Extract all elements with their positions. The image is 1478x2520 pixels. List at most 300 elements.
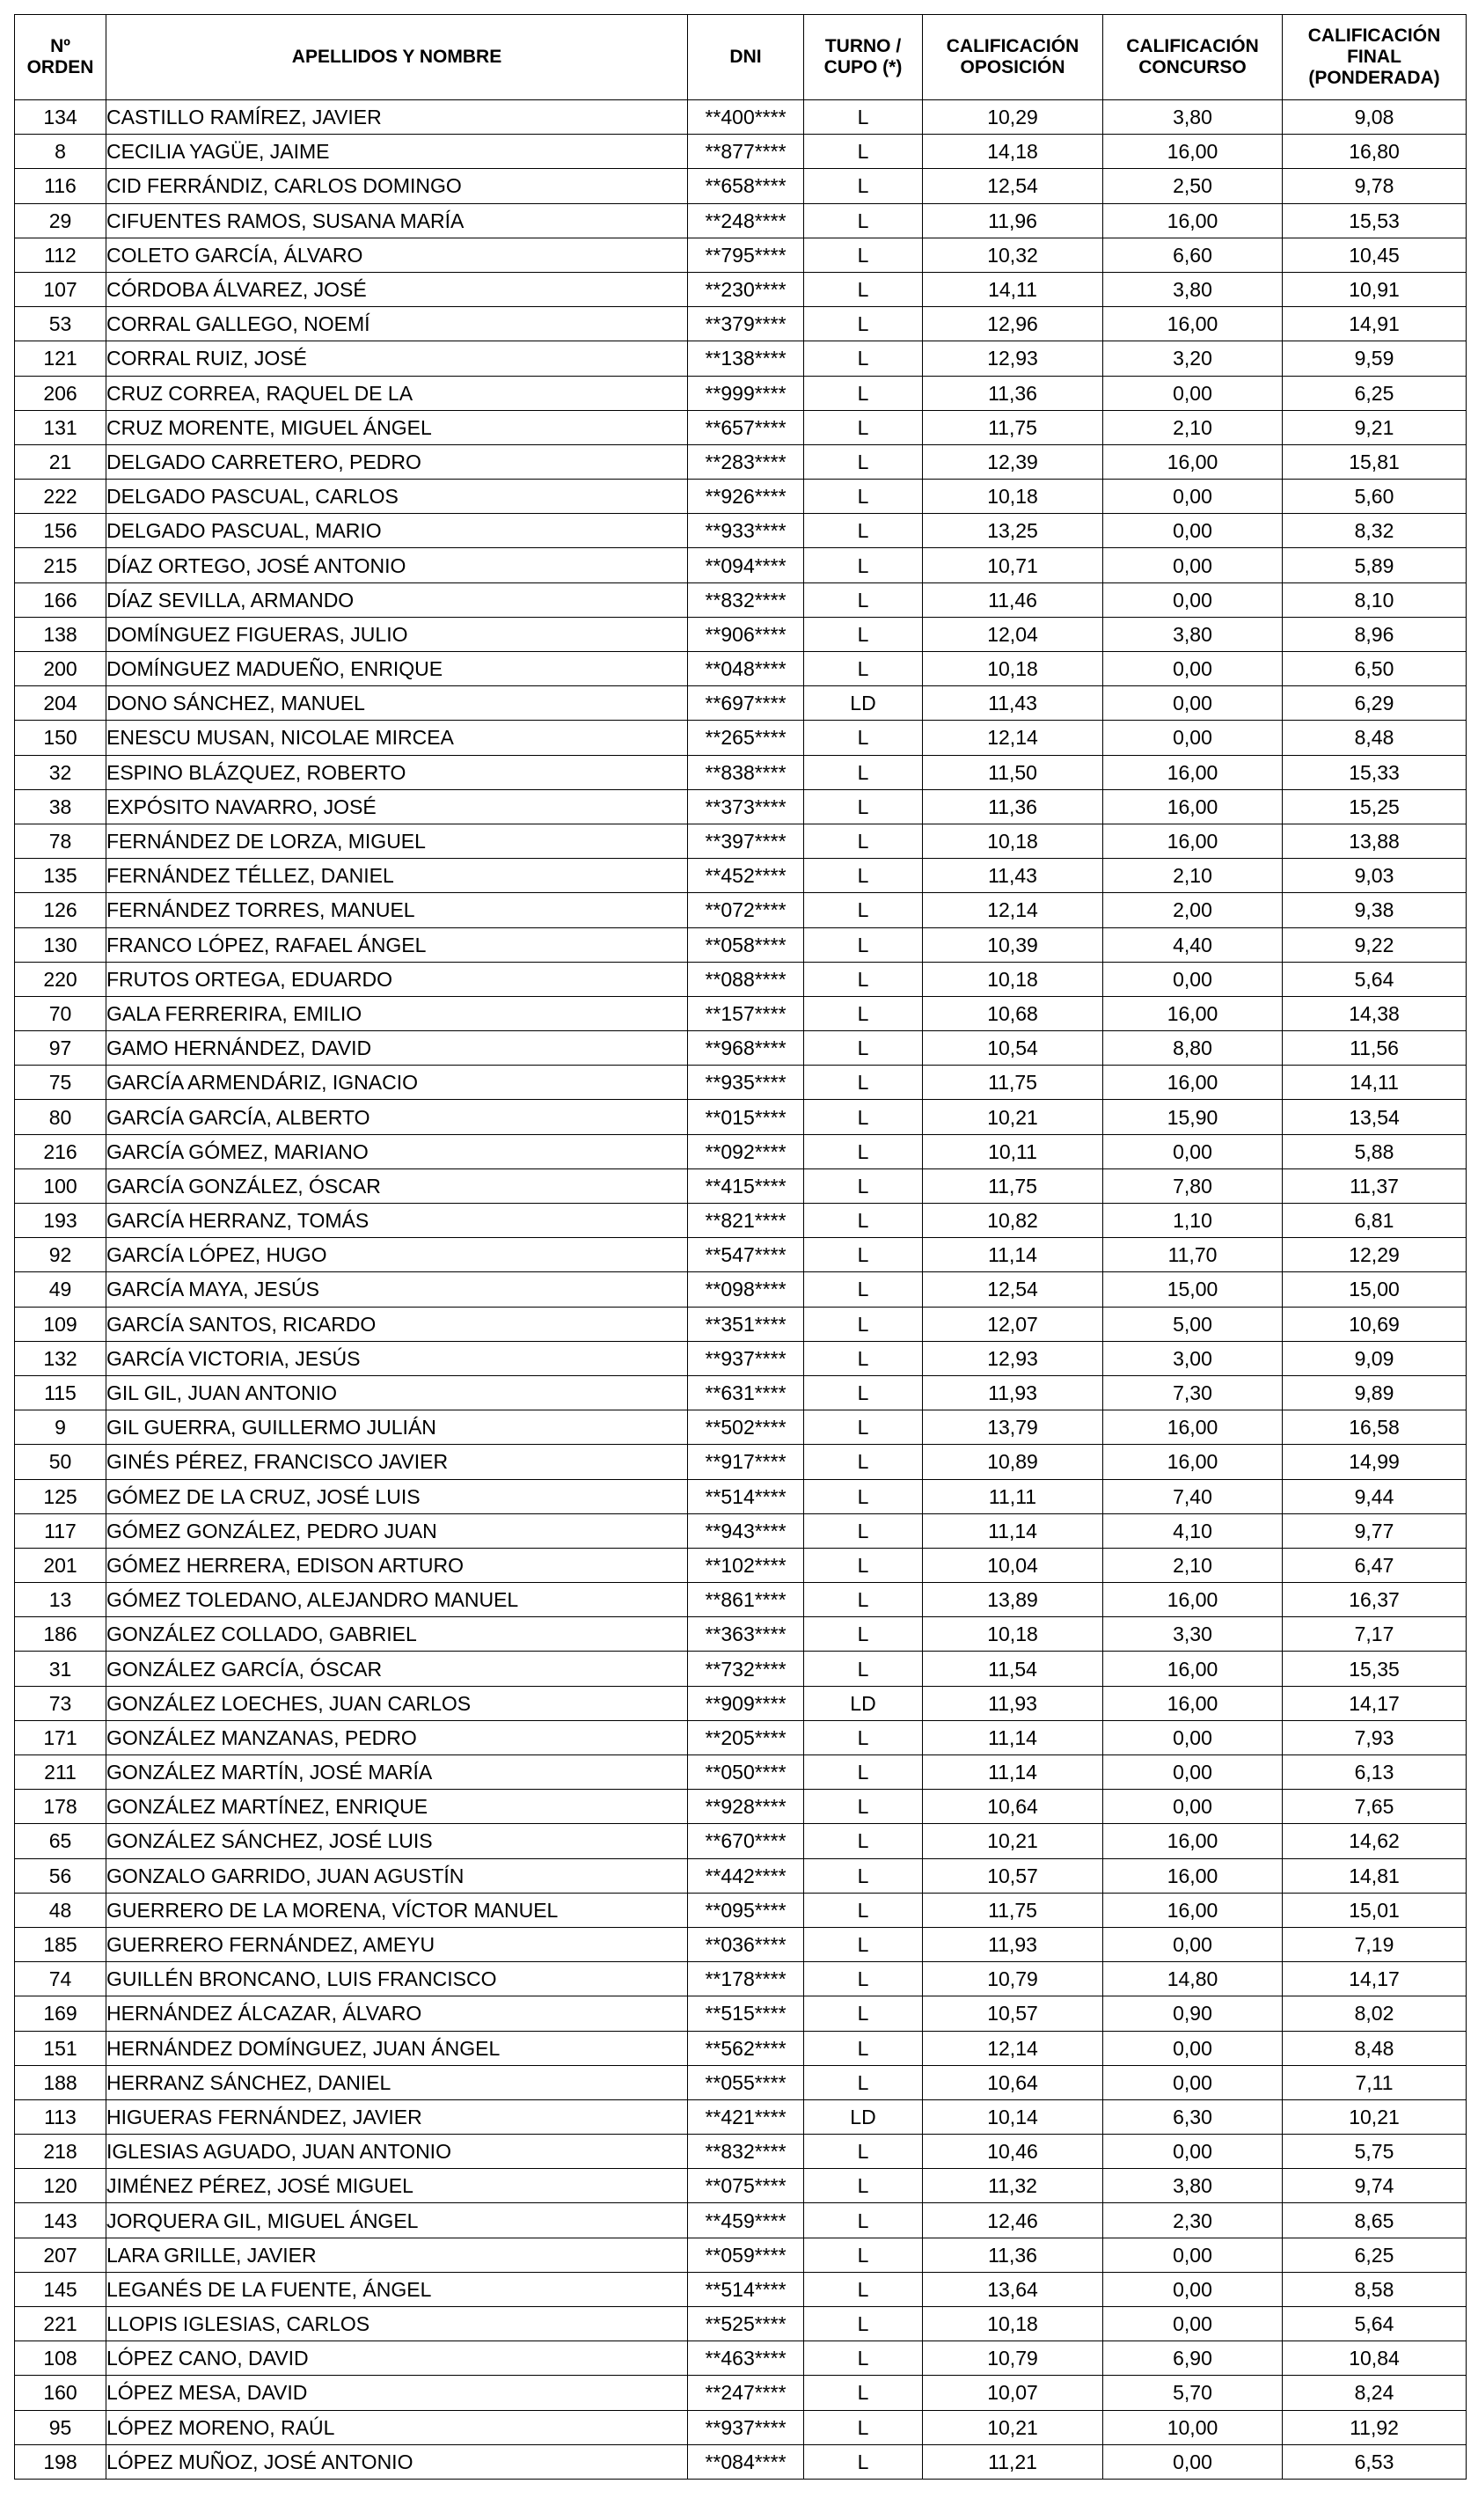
full-name-cell: LÓPEZ MESA, DAVID	[106, 2376, 688, 2410]
dni-cell: **670****	[688, 1824, 804, 1858]
final-score-cell: 14,17	[1283, 1962, 1467, 1996]
order-number-cell: 116	[15, 169, 106, 203]
turno-cupo-cell: LD	[804, 686, 923, 721]
oposicion-score-cell: 11,43	[923, 686, 1103, 721]
dni-cell: **832****	[688, 2135, 804, 2169]
concurso-score-cell: 16,00	[1103, 135, 1283, 169]
full-name-cell: GONZALO GARRIDO, JUAN AGUSTÍN	[106, 1858, 688, 1893]
table-row	[15, 410, 1467, 444]
table-row	[15, 927, 1467, 962]
final-score-cell: 9,44	[1283, 1479, 1467, 1513]
dni-cell: **248****	[688, 203, 804, 238]
final-score-cell: 14,91	[1283, 307, 1467, 341]
final-score-cell: 7,65	[1283, 1790, 1467, 1824]
order-number-cell: 206	[15, 376, 106, 410]
oposicion-score-cell: 12,54	[923, 1272, 1103, 1307]
order-number-cell: 49	[15, 1272, 106, 1307]
turno-cupo-cell: L	[804, 1824, 923, 1858]
oposicion-score-cell: 12,39	[923, 444, 1103, 479]
final-score-cell: 14,99	[1283, 1445, 1467, 1479]
order-number-cell: 198	[15, 2444, 106, 2479]
order-number-cell: 200	[15, 652, 106, 686]
oposicion-score-cell: 11,21	[923, 2444, 1103, 2479]
column-header-dni: DNI	[688, 15, 804, 100]
final-score-cell: 5,88	[1283, 1134, 1467, 1168]
turno-cupo-cell: L	[804, 617, 923, 651]
dni-cell: **247****	[688, 2376, 804, 2410]
table-row	[15, 996, 1467, 1030]
order-number-cell: 216	[15, 1134, 106, 1168]
concurso-score-cell: 16,00	[1103, 1445, 1283, 1479]
table-row	[15, 1341, 1467, 1375]
table-row	[15, 100, 1467, 135]
full-name-cell: HIGUERAS FERNÁNDEZ, JAVIER	[106, 2099, 688, 2134]
order-number-cell: 21	[15, 444, 106, 479]
full-name-cell: COLETO GARCÍA, ÁLVARO	[106, 238, 688, 272]
turno-cupo-cell: L	[804, 2169, 923, 2203]
order-number-cell: 138	[15, 617, 106, 651]
concurso-score-cell: 0,90	[1103, 1996, 1283, 2031]
concurso-score-cell: 0,00	[1103, 2065, 1283, 2099]
oposicion-score-cell: 10,39	[923, 927, 1103, 962]
full-name-cell: LEGANÉS DE LA FUENTE, ÁNGEL	[106, 2272, 688, 2306]
full-name-cell: GARCÍA SANTOS, RICARDO	[106, 1307, 688, 1341]
concurso-score-cell: 16,00	[1103, 996, 1283, 1030]
order-number-cell: 135	[15, 859, 106, 893]
final-score-cell: 16,58	[1283, 1410, 1467, 1445]
concurso-score-cell: 3,20	[1103, 341, 1283, 376]
turno-cupo-cell: L	[804, 1893, 923, 1927]
concurso-score-cell: 0,00	[1103, 376, 1283, 410]
turno-cupo-cell: L	[804, 514, 923, 548]
concurso-score-cell: 6,30	[1103, 2099, 1283, 2134]
dni-cell: **838****	[688, 755, 804, 789]
oposicion-score-cell: 10,68	[923, 996, 1103, 1030]
final-score-cell: 10,91	[1283, 272, 1467, 306]
dni-cell: **442****	[688, 1858, 804, 1893]
concurso-score-cell: 16,00	[1103, 1824, 1283, 1858]
turno-cupo-cell: L	[804, 755, 923, 789]
order-number-cell: 193	[15, 1204, 106, 1238]
oposicion-score-cell: 11,75	[923, 1893, 1103, 1927]
table-row	[15, 1375, 1467, 1410]
table-row	[15, 2341, 1467, 2376]
dni-cell: **515****	[688, 1996, 804, 2031]
turno-cupo-cell: L	[804, 1375, 923, 1410]
dni-cell: **138****	[688, 341, 804, 376]
final-score-cell: 10,45	[1283, 238, 1467, 272]
full-name-cell: CORRAL GALLEGO, NOEMÍ	[106, 307, 688, 341]
final-score-cell: 13,88	[1283, 824, 1467, 858]
dni-cell: **351****	[688, 1307, 804, 1341]
oposicion-score-cell: 11,14	[923, 1238, 1103, 1272]
oposicion-score-cell: 13,79	[923, 1410, 1103, 1445]
turno-cupo-cell: L	[804, 341, 923, 376]
dni-cell: **421****	[688, 2099, 804, 2134]
concurso-score-cell: 16,00	[1103, 789, 1283, 824]
dni-cell: **059****	[688, 2238, 804, 2272]
concurso-score-cell: 5,70	[1103, 2376, 1283, 2410]
table-row	[15, 1720, 1467, 1754]
dni-cell: **463****	[688, 2341, 804, 2376]
oposicion-score-cell: 11,96	[923, 203, 1103, 238]
order-number-cell: 178	[15, 1790, 106, 1824]
full-name-cell: GUILLÉN BRONCANO, LUIS FRANCISCO	[106, 1962, 688, 1996]
oposicion-score-cell: 12,04	[923, 617, 1103, 651]
dni-cell: **906****	[688, 617, 804, 651]
turno-cupo-cell: L	[804, 548, 923, 582]
final-score-cell: 8,65	[1283, 2203, 1467, 2238]
final-score-cell: 14,38	[1283, 996, 1467, 1030]
turno-cupo-cell: L	[804, 2065, 923, 2099]
table-row	[15, 1031, 1467, 1066]
dni-cell: **094****	[688, 548, 804, 582]
final-score-cell: 9,89	[1283, 1375, 1467, 1410]
concurso-score-cell: 2,10	[1103, 1548, 1283, 1582]
column-header-oposicion: CALIFICACIÓN OPOSICIÓN	[923, 15, 1103, 100]
full-name-cell: CORRAL RUIZ, JOSÉ	[106, 341, 688, 376]
table-row	[15, 582, 1467, 617]
turno-cupo-cell: L	[804, 962, 923, 996]
turno-cupo-cell: L	[804, 1100, 923, 1134]
final-score-cell: 12,29	[1283, 1238, 1467, 1272]
full-name-cell: JORQUERA GIL, MIGUEL ÁNGEL	[106, 2203, 688, 2238]
full-name-cell: GONZÁLEZ MARTÍN, JOSÉ MARÍA	[106, 1755, 688, 1790]
order-number-cell: 50	[15, 1445, 106, 1479]
concurso-score-cell: 3,80	[1103, 272, 1283, 306]
full-name-cell: GUERRERO DE LA MORENA, VÍCTOR MANUEL	[106, 1893, 688, 1927]
concurso-score-cell: 16,00	[1103, 444, 1283, 479]
dni-cell: **562****	[688, 2031, 804, 2065]
full-name-cell: HERNÁNDEZ DOMÍNGUEZ, JUAN ÁNGEL	[106, 2031, 688, 2065]
final-score-cell: 16,37	[1283, 1583, 1467, 1617]
final-score-cell: 14,81	[1283, 1858, 1467, 1893]
order-number-cell: 143	[15, 2203, 106, 2238]
dni-cell: **036****	[688, 1927, 804, 1961]
final-score-cell: 6,25	[1283, 2238, 1467, 2272]
concurso-score-cell: 0,00	[1103, 1927, 1283, 1961]
oposicion-score-cell: 12,46	[923, 2203, 1103, 2238]
full-name-cell: FERNÁNDEZ TORRES, MANUEL	[106, 893, 688, 927]
full-name-cell: DÍAZ SEVILLA, ARMANDO	[106, 582, 688, 617]
final-score-cell: 9,21	[1283, 410, 1467, 444]
oposicion-score-cell: 10,54	[923, 1031, 1103, 1066]
dni-cell: **084****	[688, 2444, 804, 2479]
concurso-score-cell: 2,50	[1103, 169, 1283, 203]
dni-cell: **058****	[688, 927, 804, 962]
oposicion-score-cell: 11,36	[923, 2238, 1103, 2272]
final-score-cell: 6,29	[1283, 686, 1467, 721]
order-number-cell: 130	[15, 927, 106, 962]
oposicion-score-cell: 11,93	[923, 1927, 1103, 1961]
turno-cupo-cell: L	[804, 1583, 923, 1617]
order-number-cell: 100	[15, 1168, 106, 1203]
turno-cupo-cell: L	[804, 2444, 923, 2479]
full-name-cell: HERNÁNDEZ ÁLCAZAR, ÁLVARO	[106, 1996, 688, 2031]
full-name-cell: GARCÍA VICTORIA, JESÚS	[106, 1341, 688, 1375]
order-number-cell: 201	[15, 1548, 106, 1582]
oposicion-score-cell: 10,79	[923, 1962, 1103, 1996]
full-name-cell: GARCÍA GARCÍA, ALBERTO	[106, 1100, 688, 1134]
concurso-score-cell: 3,00	[1103, 1341, 1283, 1375]
concurso-score-cell: 0,00	[1103, 1790, 1283, 1824]
full-name-cell: FERNÁNDEZ TÉLLEZ, DANIEL	[106, 859, 688, 893]
final-score-cell: 14,62	[1283, 1824, 1467, 1858]
order-number-cell: 151	[15, 2031, 106, 2065]
table-row	[15, 686, 1467, 721]
table-body	[15, 100, 1467, 2480]
dni-cell: **373****	[688, 789, 804, 824]
table-row	[15, 1307, 1467, 1341]
table-row	[15, 617, 1467, 651]
order-number-cell: 70	[15, 996, 106, 1030]
full-name-cell: DELGADO PASCUAL, MARIO	[106, 514, 688, 548]
order-number-cell: 131	[15, 410, 106, 444]
order-number-cell: 126	[15, 893, 106, 927]
order-number-cell: 125	[15, 1479, 106, 1513]
turno-cupo-cell: L	[804, 480, 923, 514]
concurso-score-cell: 16,00	[1103, 1583, 1283, 1617]
dni-cell: **658****	[688, 169, 804, 203]
order-number-cell: 38	[15, 789, 106, 824]
concurso-score-cell: 0,00	[1103, 2135, 1283, 2169]
oposicion-score-cell: 12,14	[923, 2031, 1103, 2065]
dni-cell: **363****	[688, 1617, 804, 1652]
turno-cupo-cell: L	[804, 1031, 923, 1066]
full-name-cell: CÓRDOBA ÁLVAREZ, JOSÉ	[106, 272, 688, 306]
oposicion-score-cell: 10,57	[923, 1858, 1103, 1893]
order-number-cell: 145	[15, 2272, 106, 2306]
turno-cupo-cell: L	[804, 1272, 923, 1307]
table-row	[15, 1100, 1467, 1134]
final-score-cell: 9,59	[1283, 341, 1467, 376]
table-row	[15, 135, 1467, 169]
dni-cell: **397****	[688, 824, 804, 858]
table-row	[15, 1272, 1467, 1307]
final-score-cell: 6,50	[1283, 652, 1467, 686]
final-score-cell: 15,33	[1283, 755, 1467, 789]
full-name-cell: GARCÍA ARMENDÁRIZ, IGNACIO	[106, 1066, 688, 1100]
final-score-cell: 8,48	[1283, 2031, 1467, 2065]
dni-cell: **933****	[688, 514, 804, 548]
table-row	[15, 2169, 1467, 2203]
full-name-cell: LÓPEZ MUÑOZ, JOSÉ ANTONIO	[106, 2444, 688, 2479]
table-row	[15, 548, 1467, 582]
order-number-cell: 48	[15, 1893, 106, 1927]
concurso-score-cell: 0,00	[1103, 962, 1283, 996]
order-number-cell: 97	[15, 1031, 106, 1066]
turno-cupo-cell: L	[804, 1341, 923, 1375]
table-row	[15, 893, 1467, 927]
full-name-cell: LÓPEZ MORENO, RAÚL	[106, 2410, 688, 2444]
full-name-cell: LLOPIS IGLESIAS, CARLOS	[106, 2307, 688, 2341]
concurso-score-cell: 0,00	[1103, 548, 1283, 582]
order-number-cell: 8	[15, 135, 106, 169]
full-name-cell: LÓPEZ CANO, DAVID	[106, 2341, 688, 2376]
oposicion-score-cell: 10,89	[923, 1445, 1103, 1479]
order-number-cell: 117	[15, 1513, 106, 1548]
order-number-cell: 29	[15, 203, 106, 238]
oposicion-score-cell: 10,82	[923, 1204, 1103, 1238]
full-name-cell: CID FERRÁNDIZ, CARLOS DOMINGO	[106, 169, 688, 203]
full-name-cell: ESPINO BLÁZQUEZ, ROBERTO	[106, 755, 688, 789]
oposicion-score-cell: 10,71	[923, 548, 1103, 582]
full-name-cell: LARA GRILLE, JAVIER	[106, 2238, 688, 2272]
table-row	[15, 2238, 1467, 2272]
concurso-score-cell: 4,10	[1103, 1513, 1283, 1548]
turno-cupo-cell: L	[804, 1790, 923, 1824]
oposicion-score-cell: 10,14	[923, 2099, 1103, 2134]
turno-cupo-cell: L	[804, 789, 923, 824]
table-row	[15, 169, 1467, 203]
turno-cupo-cell: L	[804, 376, 923, 410]
final-score-cell: 8,48	[1283, 721, 1467, 755]
results-sheet	[14, 14, 1467, 2480]
full-name-cell: GARCÍA HERRANZ, TOMÁS	[106, 1204, 688, 1238]
final-score-cell: 9,77	[1283, 1513, 1467, 1548]
oposicion-score-cell: 10,18	[923, 480, 1103, 514]
dni-cell: **732****	[688, 1652, 804, 1686]
full-name-cell: GAMO HERNÁNDEZ, DAVID	[106, 1031, 688, 1066]
order-number-cell: 112	[15, 238, 106, 272]
dni-cell: **514****	[688, 2272, 804, 2306]
final-score-cell: 9,38	[1283, 893, 1467, 927]
concurso-score-cell: 8,80	[1103, 1031, 1283, 1066]
turno-cupo-cell: L	[804, 1652, 923, 1686]
turno-cupo-cell: L	[804, 2410, 923, 2444]
dni-cell: **877****	[688, 135, 804, 169]
oposicion-score-cell: 10,18	[923, 2307, 1103, 2341]
final-score-cell: 15,01	[1283, 1893, 1467, 1927]
final-score-cell: 9,78	[1283, 169, 1467, 203]
full-name-cell: DONO SÁNCHEZ, MANUEL	[106, 686, 688, 721]
order-number-cell: 80	[15, 1100, 106, 1134]
turno-cupo-cell: L	[804, 1513, 923, 1548]
order-number-cell: 115	[15, 1375, 106, 1410]
concurso-score-cell: 7,80	[1103, 1168, 1283, 1203]
dni-cell: **075****	[688, 2169, 804, 2203]
order-number-cell: 73	[15, 1686, 106, 1720]
dni-cell: **283****	[688, 444, 804, 479]
concurso-score-cell: 7,40	[1103, 1479, 1283, 1513]
turno-cupo-cell: L	[804, 1168, 923, 1203]
concurso-score-cell: 3,80	[1103, 617, 1283, 651]
table-row	[15, 652, 1467, 686]
concurso-score-cell: 6,90	[1103, 2341, 1283, 2376]
table-row	[15, 1996, 1467, 2031]
final-score-cell: 14,17	[1283, 1686, 1467, 1720]
final-score-cell: 13,54	[1283, 1100, 1467, 1134]
order-number-cell: 113	[15, 2099, 106, 2134]
full-name-cell: GÓMEZ GONZÁLEZ, PEDRO JUAN	[106, 1513, 688, 1548]
turno-cupo-cell: L	[804, 582, 923, 617]
dni-cell: **072****	[688, 893, 804, 927]
turno-cupo-cell: L	[804, 410, 923, 444]
full-name-cell: IGLESIAS AGUADO, JUAN ANTONIO	[106, 2135, 688, 2169]
final-score-cell: 11,92	[1283, 2410, 1467, 2444]
oposicion-score-cell: 11,93	[923, 1686, 1103, 1720]
order-number-cell: 31	[15, 1652, 106, 1686]
turno-cupo-cell: L	[804, 859, 923, 893]
oposicion-score-cell: 12,54	[923, 169, 1103, 203]
final-score-cell: 8,96	[1283, 617, 1467, 651]
concurso-score-cell: 0,00	[1103, 2444, 1283, 2479]
concurso-score-cell: 16,00	[1103, 824, 1283, 858]
order-number-cell: 109	[15, 1307, 106, 1341]
dni-cell: **795****	[688, 238, 804, 272]
oposicion-score-cell: 10,11	[923, 1134, 1103, 1168]
final-score-cell: 11,56	[1283, 1031, 1467, 1066]
table-row	[15, 824, 1467, 858]
oposicion-score-cell: 11,32	[923, 2169, 1103, 2203]
full-name-cell: CECILIA YAGÜE, JAIME	[106, 135, 688, 169]
full-name-cell: CRUZ MORENTE, MIGUEL ÁNGEL	[106, 410, 688, 444]
concurso-score-cell: 2,10	[1103, 410, 1283, 444]
turno-cupo-cell: L	[804, 2031, 923, 2065]
table-row	[15, 1168, 1467, 1203]
full-name-cell: GARCÍA LÓPEZ, HUGO	[106, 1238, 688, 1272]
turno-cupo-cell: L	[804, 169, 923, 203]
final-score-cell: 9,22	[1283, 927, 1467, 962]
table-row	[15, 514, 1467, 548]
dni-cell: **926****	[688, 480, 804, 514]
turno-cupo-cell: L	[804, 824, 923, 858]
turno-cupo-cell: L	[804, 1134, 923, 1168]
final-score-cell: 15,35	[1283, 1652, 1467, 1686]
concurso-score-cell: 2,00	[1103, 893, 1283, 927]
oposicion-score-cell: 11,14	[923, 1720, 1103, 1754]
table-row	[15, 962, 1467, 996]
concurso-score-cell: 0,00	[1103, 514, 1283, 548]
order-number-cell: 9	[15, 1410, 106, 1445]
turno-cupo-cell: L	[804, 2203, 923, 2238]
order-number-cell: 220	[15, 962, 106, 996]
table-row	[15, 376, 1467, 410]
turno-cupo-cell: L	[804, 1617, 923, 1652]
full-name-cell: DOMÍNGUEZ MADUEÑO, ENRIQUE	[106, 652, 688, 686]
dni-cell: **502****	[688, 1410, 804, 1445]
order-number-cell: 150	[15, 721, 106, 755]
full-name-cell: GONZÁLEZ LOECHES, JUAN CARLOS	[106, 1686, 688, 1720]
final-score-cell: 6,13	[1283, 1755, 1467, 1790]
order-number-cell: 92	[15, 1238, 106, 1272]
full-name-cell: GONZÁLEZ GARCÍA, ÓSCAR	[106, 1652, 688, 1686]
table-row	[15, 2099, 1467, 2134]
table-row	[15, 272, 1467, 306]
final-score-cell: 5,64	[1283, 2307, 1467, 2341]
table-row	[15, 341, 1467, 376]
order-number-cell: 95	[15, 2410, 106, 2444]
order-number-cell: 107	[15, 272, 106, 306]
turno-cupo-cell: L	[804, 238, 923, 272]
table-row	[15, 755, 1467, 789]
full-name-cell: GARCÍA GÓMEZ, MARIANO	[106, 1134, 688, 1168]
concurso-score-cell: 0,00	[1103, 1755, 1283, 1790]
table-row	[15, 859, 1467, 893]
full-name-cell: GÓMEZ DE LA CRUZ, JOSÉ LUIS	[106, 1479, 688, 1513]
order-number-cell: 120	[15, 2169, 106, 2203]
oposicion-score-cell: 10,18	[923, 652, 1103, 686]
concurso-score-cell: 16,00	[1103, 755, 1283, 789]
final-score-cell: 8,24	[1283, 2376, 1467, 2410]
table-row	[15, 1066, 1467, 1100]
table-row	[15, 1513, 1467, 1548]
concurso-score-cell: 4,40	[1103, 927, 1283, 962]
order-number-cell: 204	[15, 686, 106, 721]
full-name-cell: GÓMEZ HERRERA, EDISON ARTURO	[106, 1548, 688, 1582]
concurso-score-cell: 16,00	[1103, 307, 1283, 341]
turno-cupo-cell: L	[804, 1479, 923, 1513]
